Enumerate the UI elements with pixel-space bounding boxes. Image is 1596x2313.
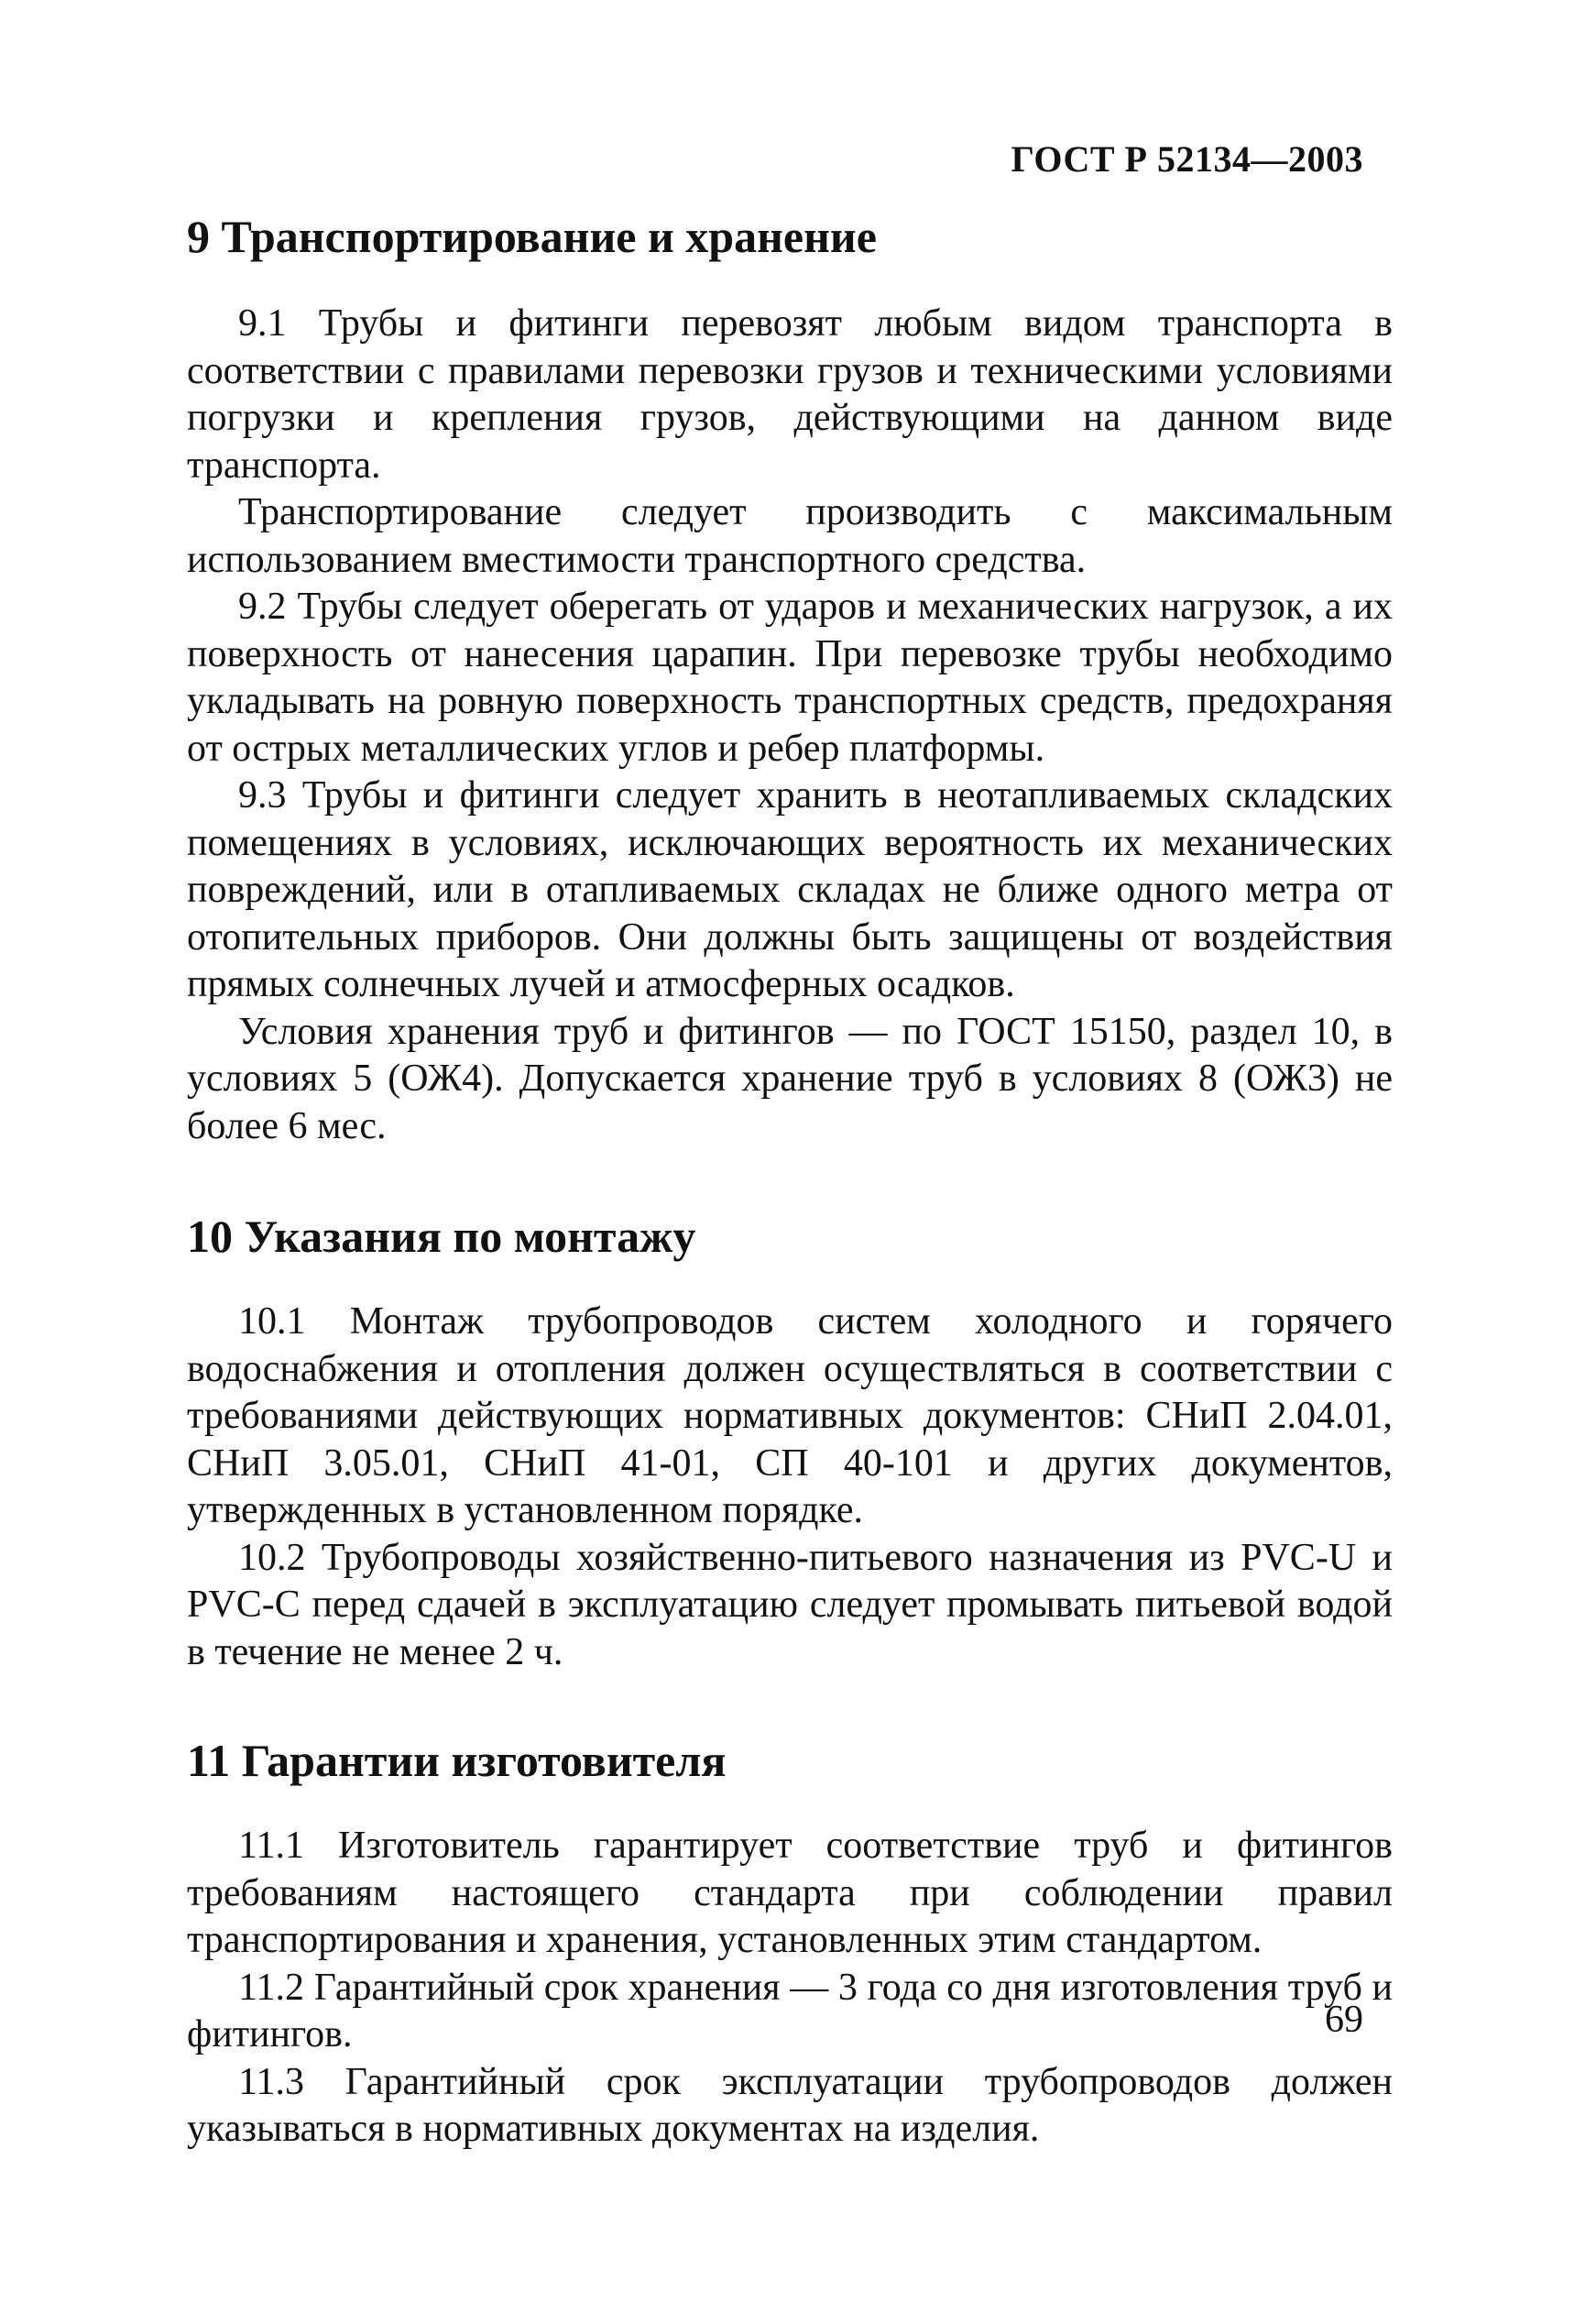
section-title: 10 Указания по монтажу [187,1211,696,1262]
paragraph: 9.1 Трубы и фитинги перевозят любым видом транспорта в соответствии с правилами перевозки грузов и техническими условиями погрузки и крепления грузов, действующими на данном виде транспорта. [187,302,1393,487]
paragraph: 10.1 Монтаж трубопроводов систем холодного и горячего водоснабжения и отопления должен осуществляться в соответствии с требованиями действующих нормативных документов: СНиП 2.04.01, СНиП 3.05.01, СНиП 41-01, СП 40-101 и других документов, утвержденных в установленном порядке. [187,1300,1393,1531]
page-number: 69 [1325,1999,1363,2041]
paragraph: Транспортирование следует производить с максимальным использованием вместимости транспортного средства. [187,491,1393,581]
paragraph: 9.3 Трубы и фитинги следует хранить в неотапливаемых складских помещениях в условиях, исключающих вероятность их механических повреждений, или в отапливаемых складах не ближе одного метра от отопительных приборов. Они должны быть защищены от воздействия прямых солнечных лучей и атмосферных осадков. [187,774,1393,1005]
document-code: ГОСТ Р 52134—2003 [1011,138,1363,180]
section-title: 9 Транспортирование и хранение [187,211,877,262]
paragraph: 11.2 Гарантийный срок хранения — 3 года со дня изготовления труб и фитингов. [187,1966,1393,2055]
section-manufacturer-warranty [187,1733,1393,2154]
paragraph: 9.2 Трубы следует оберегать от ударов и механических нагрузок, а их поверхность от нанесения царапин. При перевозке трубы необходимо укладывать на ровную поверхность транспортных средств, предохраняя от острых металлических углов и ребер платформы. [187,586,1393,770]
paragraph: 10.2 Трубопроводы хозяйственно-питьевого назначения из PVC-U и PVC-C перед сдачей в эксплуатацию следует промывать питьевой водой в течение не менее 2 ч. [187,1536,1393,1673]
paragraph: 11.1 Изготовитель гарантирует соответствие труб и фитингов требованиям настоящего стандарта при соблюдении правил транспортирования и хранения, установленных этим стандартом. [187,1825,1393,1961]
paragraph: Условия хранения труб и фитингов — по ГОСТ 15150, раздел 10, в условиях 5 (ОЖ4). Допускается хранение труб в условиях 8 (ОЖ3) не более 6 мес. [187,1010,1393,1147]
section-installation [187,1209,1393,1676]
page-content [187,209,1393,2154]
paragraph: 11.3 Гарантийный срок эксплуатации трубопроводов должен указываться в нормативных документах на изделия. [187,2060,1393,2150]
section-transport-storage [187,209,1393,1150]
section-title: 11 Гарантии изготовителя [187,1735,727,1786]
